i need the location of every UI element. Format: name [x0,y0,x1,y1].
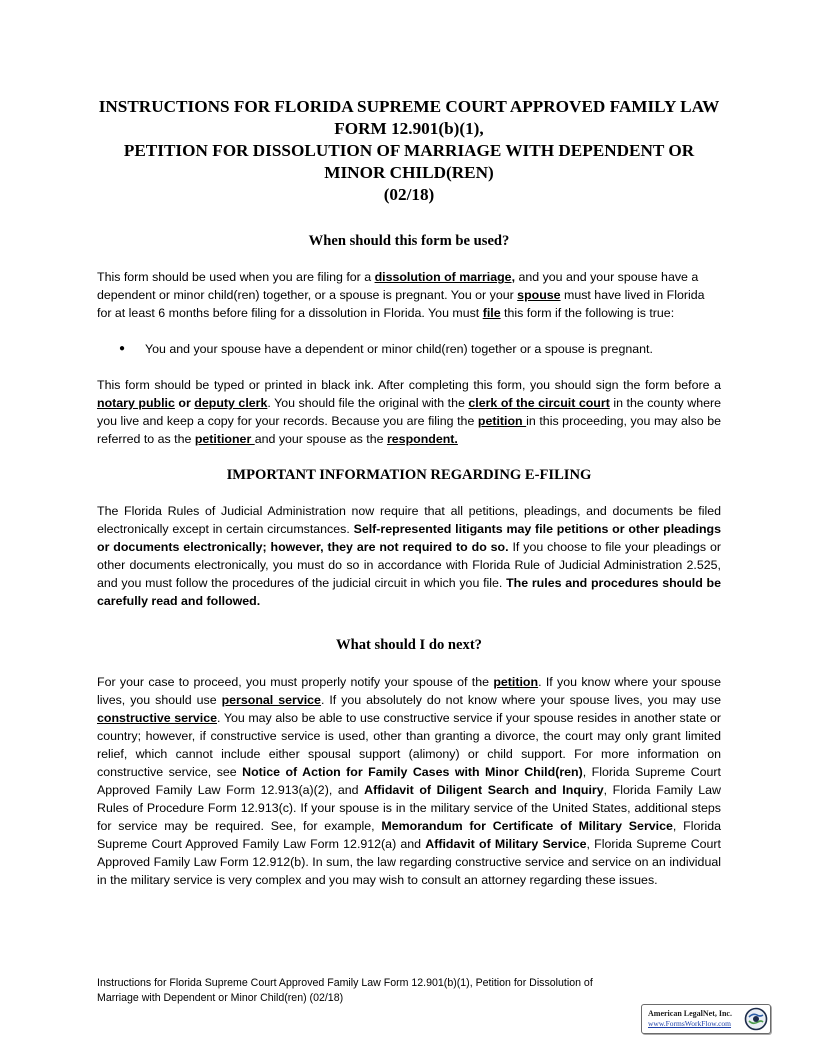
text-bold: Affidavit of Military Service [425,837,587,851]
section-heading-next: What should I do next? [336,637,482,653]
link-clerk-of-circuit-court[interactable]: clerk of the circuit court [468,396,610,410]
text: in the county where you live and keep a copy for your records. Because you are filing the [97,396,722,428]
logo-company-name: American LegalNet, Inc. [648,1009,732,1018]
text: and your spouse as the [254,432,387,446]
text-bold: Notice of Action for Family Cases with Minor Child(ren) [242,765,583,779]
bullet-icon: ● [119,343,126,354]
text: . You may also be able to use constructive service if your spouse resides in another state or country; however, if constructive service is used, other than granting a divorce, the court may only grant limited relief, which cannot include either spousal support (alimony) or child support. For more information on constructive service, see [97,711,721,779]
paragraph-when-used [97,268,721,322]
text: , Florida Supreme Court Approved Family Law Form 12.912(a) and [97,819,722,851]
title-line-4: MINOR CHILD(REN) [324,163,494,182]
text-bold: Memorandum for Certificate of Military Service [381,819,673,833]
text: in this proceeding, you may also be referred to as the [97,414,721,446]
title-line-1: INSTRUCTIONS FOR FLORIDA SUPREME COURT APPROVED FAMILY LAW [98,97,720,116]
link-spouse[interactable]: spouse [517,288,561,302]
footer-line-1: Instructions for Florida Supreme Court Approved Family Law Form 12.901(b)(1), Petition for Dissolution of [97,977,593,989]
text: , Florida Family Law Rules of Procedure Form 12.913(c). If your spouse is in the military service of the United States, additional steps for service may be required. See, for example, [97,783,721,833]
text: . If you absolutely do not know where your spouse lives, you may use [320,693,722,707]
text-bold: Self-represented litigants may file petitions or other pleadings or documents electronically; however, they are not required to do so. [97,522,721,554]
globe-icon [744,1007,768,1031]
text: and you and your spouse have a dependent or minor child(ren) together, or a spouse is pregnant. You or your [97,270,699,302]
text: . If you know where your spouse lives, you should use [97,675,721,707]
text: This form should be used when you are filing for a [97,270,375,284]
page-title [97,96,721,206]
text-bold: The rules and procedures should be carefully read and followed. [97,576,722,608]
logo-url-link[interactable]: www.FormsWorkFlow.com [648,1019,732,1028]
list-item [97,340,721,358]
paragraph-next-steps [97,673,721,889]
link-respondent[interactable]: respondent. [386,432,458,446]
link-personal-service[interactable]: personal service [221,693,321,707]
link-notary-public[interactable]: notary public [97,396,175,410]
link-file[interactable]: file [482,306,501,320]
text-bold: Affidavit of Diligent Search and Inquiry [364,783,604,797]
list-item-text: You and your spouse have a dependent or minor child(ren) together or a spouse is pregnant. [145,342,653,356]
link-petition-notify[interactable]: petition [493,675,539,689]
link-dissolution-of-marriage[interactable]: dissolution of marriage, [374,270,516,284]
link-petition[interactable]: petition [477,414,527,428]
text: , Florida Supreme Court Approved Family Law Form 12.913(a)(2), and [97,765,721,797]
text: The Florida Rules of Judicial Administration now require that all petitions, pleadings, and documents be filed electronically except in certain circumstances. [97,504,721,536]
link-deputy-clerk[interactable]: deputy clerk [194,396,268,410]
footer-line-2: Marriage with Dependent or Minor Child(ren) (02/18) [97,992,344,1004]
section-heading-when: When should this form be used? [308,233,510,249]
link-petitioner[interactable]: petitioner [194,432,255,446]
title-line-3: PETITION FOR DISSOLUTION OF MARRIAGE WITH DEPENDENT OR [123,141,695,160]
text: . You should file the original with the [267,396,469,410]
paragraph-efiling [97,502,721,610]
text: this form if the following is true: [500,306,675,320]
text: This form should be typed or printed in black ink. After completing this form, you should sign the form before a [97,378,721,392]
paragraph-signing [97,376,721,448]
requirement-list [97,340,721,358]
link-constructive-service[interactable]: constructive service [97,711,217,725]
american-legalnet-logo[interactable] [641,1004,771,1034]
document-body [97,96,721,889]
text: , Florida Supreme Court Approved Family Law Form 12.912(b). In sum, the law regarding constructive service and service on an individual in the military service is very complex and you may wish to consult an attorney regarding these issues. [97,837,721,887]
title-line-5: (02/18) [383,185,435,204]
text: or [174,396,195,410]
section-heading-efiling: IMPORTANT INFORMATION REGARDING E-FILING [226,467,592,483]
page-footer [97,976,717,1006]
text: If you choose to file your pleadings or other documents electronically, you must do so in accordance with Florida Rule of Judicial Administration 2.525, and you must follow the procedures of the judicial circuit in which you file. [97,540,721,590]
title-line-2: FORM 12.901(b)(1), [334,119,484,138]
text: For your case to proceed, you must properly notify your spouse of the [97,675,494,689]
text: must have lived in Florida for at least 6 months before filing for a dissolution in Florida. You must [97,288,705,320]
